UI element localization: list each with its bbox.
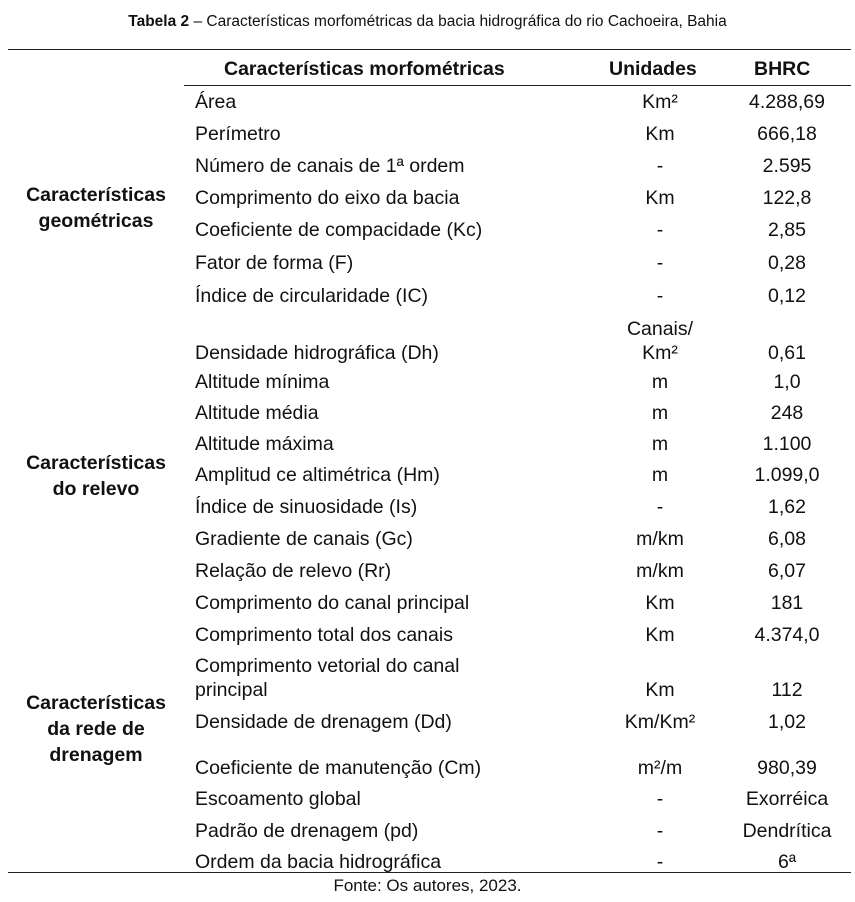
table-source: Fonte: Os autores, 2023. bbox=[333, 876, 522, 895]
group-geometric bbox=[8, 182, 184, 234]
group-relief-line-2: do relevo bbox=[52, 478, 140, 500]
row-label: Índice de circularidade (IC) bbox=[195, 285, 429, 307]
row-unit: - bbox=[656, 252, 664, 274]
row-label: Fator de forma (F) bbox=[195, 252, 354, 274]
row-label: Comprimento do canal principal bbox=[195, 592, 470, 614]
caption-label: Tabela 2 bbox=[128, 13, 190, 30]
row-value: 980,39 bbox=[757, 757, 817, 779]
row-value: 1.099,0 bbox=[754, 464, 820, 486]
header-characteristics: Características morfométricas bbox=[224, 58, 505, 80]
header-rule bbox=[184, 85, 851, 86]
row-value: 4.288,69 bbox=[749, 91, 825, 113]
row-value: 2,85 bbox=[768, 219, 806, 241]
row-unit: - bbox=[656, 788, 664, 810]
group-geometric-line-1: Características bbox=[26, 184, 166, 206]
row-value: 122,8 bbox=[762, 187, 812, 209]
row-value: Dendrítica bbox=[742, 820, 832, 842]
row-unit: - bbox=[656, 851, 664, 873]
row-label: Número de canais de 1ª ordem bbox=[195, 155, 465, 177]
row-unit: - bbox=[656, 820, 664, 842]
row-label: Comprimento do eixo da bacia bbox=[195, 187, 460, 209]
row-unit: m bbox=[651, 371, 669, 393]
row-value: 4.374,0 bbox=[754, 624, 820, 646]
row-value: 6ª bbox=[777, 851, 797, 873]
row-value: 0,61 bbox=[768, 342, 806, 364]
row-unit: Km² bbox=[642, 342, 678, 364]
row-unit: Km bbox=[645, 679, 675, 701]
row-unit: m²/m bbox=[637, 757, 683, 779]
header-units: Unidades bbox=[609, 58, 697, 80]
row-unit: m bbox=[651, 402, 669, 424]
row-label: Padrão de drenagem (pd) bbox=[195, 820, 419, 842]
row-label: Amplitud ce altimétrica (Hm) bbox=[195, 464, 440, 486]
row-label: Comprimento total dos canais bbox=[195, 624, 453, 646]
row-unit: Km bbox=[645, 123, 675, 145]
row-unit: Km/Km² bbox=[624, 711, 696, 733]
row-label: Altitude máxima bbox=[195, 433, 334, 455]
row-label: Perímetro bbox=[195, 123, 281, 145]
row-unit: m bbox=[651, 433, 669, 455]
row-unit: Canais/ bbox=[626, 318, 694, 340]
row-label: Ordem da bacia hidrográfica bbox=[195, 851, 442, 873]
row-label: Escoamento global bbox=[195, 788, 361, 810]
row-value: 248 bbox=[770, 402, 804, 424]
row-unit: Km bbox=[645, 592, 675, 614]
row-value: 2.595 bbox=[762, 155, 812, 177]
row-value: 666,18 bbox=[757, 123, 817, 145]
row-unit: Km bbox=[645, 624, 675, 646]
bottom-rule bbox=[8, 872, 851, 873]
row-unit: - bbox=[656, 155, 664, 177]
caption-text: – Características morfométricas da bacia hidrográfica do rio Cachoeira, Bahia bbox=[189, 13, 727, 30]
row-label: Comprimento vetorial do canal bbox=[195, 655, 460, 677]
row-label: principal bbox=[195, 679, 268, 701]
row-unit: - bbox=[656, 219, 664, 241]
row-unit: m/km bbox=[636, 560, 684, 582]
table-caption bbox=[0, 13, 855, 31]
group-drainage-line-1: Características bbox=[26, 692, 166, 714]
group-geometric-line-2: geométricas bbox=[38, 210, 154, 232]
row-value: 0,28 bbox=[768, 252, 806, 274]
group-relief-line-1: Características bbox=[26, 452, 166, 474]
row-value: Exorréica bbox=[745, 788, 829, 810]
row-unit: - bbox=[656, 285, 664, 307]
row-value: 1,02 bbox=[768, 711, 806, 733]
row-label: Área bbox=[195, 91, 237, 113]
row-label: Altitude média bbox=[195, 402, 319, 424]
row-label: Índice de sinuosidade (Is) bbox=[195, 496, 418, 518]
row-value: 0,12 bbox=[768, 285, 806, 307]
row-label: Relação de relevo (Rr) bbox=[195, 560, 392, 582]
group-drainage-line-3: drenagem bbox=[49, 744, 143, 766]
group-drainage-line-2: da rede de bbox=[47, 718, 145, 740]
row-value: 112 bbox=[771, 679, 803, 701]
row-value: 6,07 bbox=[768, 560, 806, 582]
row-value: 6,08 bbox=[768, 528, 806, 550]
row-value: 1.100 bbox=[762, 433, 812, 455]
row-value: 1,0 bbox=[773, 371, 801, 393]
row-value: 181 bbox=[770, 592, 804, 614]
row-unit: Km² bbox=[642, 91, 678, 113]
row-label: Altitude mínima bbox=[195, 371, 330, 393]
row-unit: m bbox=[651, 464, 669, 486]
row-unit: Km bbox=[645, 187, 675, 209]
row-unit: - bbox=[656, 496, 664, 518]
group-drainage bbox=[8, 690, 184, 768]
row-label: Coeficiente de compacidade (Kc) bbox=[195, 219, 483, 241]
row-value: 1,62 bbox=[768, 496, 806, 518]
row-label: Coeficiente de manutenção (Cm) bbox=[195, 757, 482, 779]
row-label: Densidade hidrográfica (Dh) bbox=[195, 342, 439, 364]
row-label: Gradiente de canais (Gc) bbox=[195, 528, 413, 550]
row-label: Densidade de drenagem (Dd) bbox=[195, 711, 452, 733]
group-relief bbox=[8, 450, 184, 502]
top-rule bbox=[8, 49, 851, 50]
header-value: BHRC bbox=[754, 58, 811, 80]
row-unit: m/km bbox=[636, 528, 684, 550]
